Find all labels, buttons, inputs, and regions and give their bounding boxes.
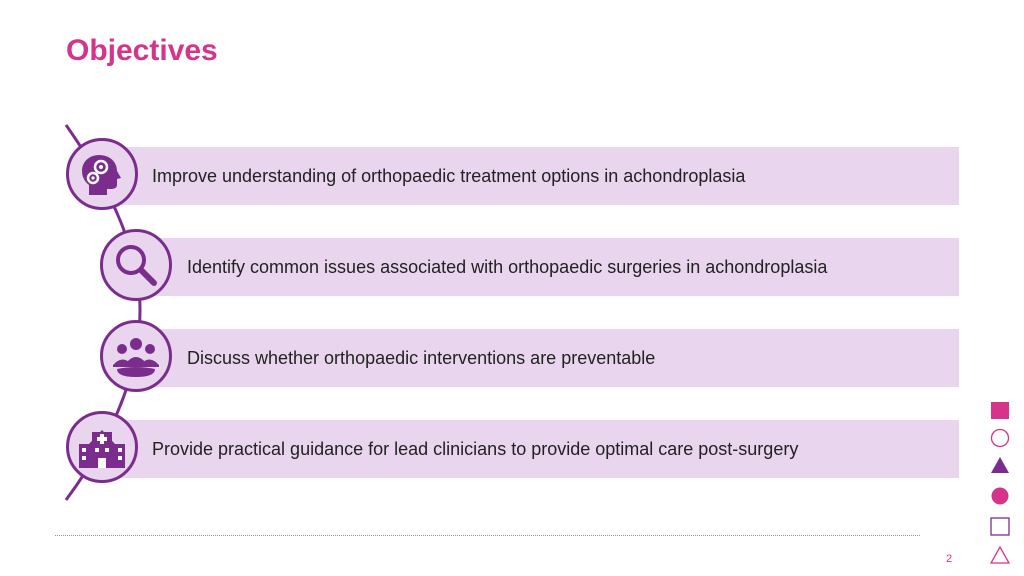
objective-text-4: Provide practical guidance for lead clinicians to provide optimal care post-surgery: [152, 438, 799, 459]
magnifier-icon: [113, 242, 159, 288]
filled-square-icon: [990, 402, 1010, 420]
objective-circle-1: [66, 138, 138, 210]
outline-circle-icon: [990, 428, 1010, 448]
hospital-icon: [77, 424, 127, 470]
filled-circle-icon: [990, 486, 1010, 506]
objective-circle-2: [100, 229, 172, 301]
page-number: 2: [946, 553, 953, 565]
objective-circle-3: [100, 320, 172, 392]
objective-text-2: Identify common issues associated with orthopaedic surgeries in achondroplasia: [187, 256, 828, 277]
objective-bar-1: [118, 147, 959, 205]
filled-triangle-icon: [990, 456, 1010, 474]
outline-square-icon: [990, 517, 1010, 537]
brain-gears-icon: [79, 151, 125, 197]
objective-text-3: Discuss whether orthopaedic interventions are preventable: [187, 347, 656, 368]
objective-bar-3: [153, 329, 959, 387]
page-title: Objectives: [66, 34, 218, 67]
objective-bar-4: [118, 420, 959, 478]
objective-text-1: Improve understanding of orthopaedic treatment options in achondroplasia: [152, 165, 746, 186]
footer-divider: [55, 535, 920, 536]
objective-circle-4: [66, 411, 138, 483]
group-people-icon: [111, 333, 161, 379]
objective-bar-2: [153, 238, 959, 296]
outline-triangle-icon: [990, 546, 1010, 564]
